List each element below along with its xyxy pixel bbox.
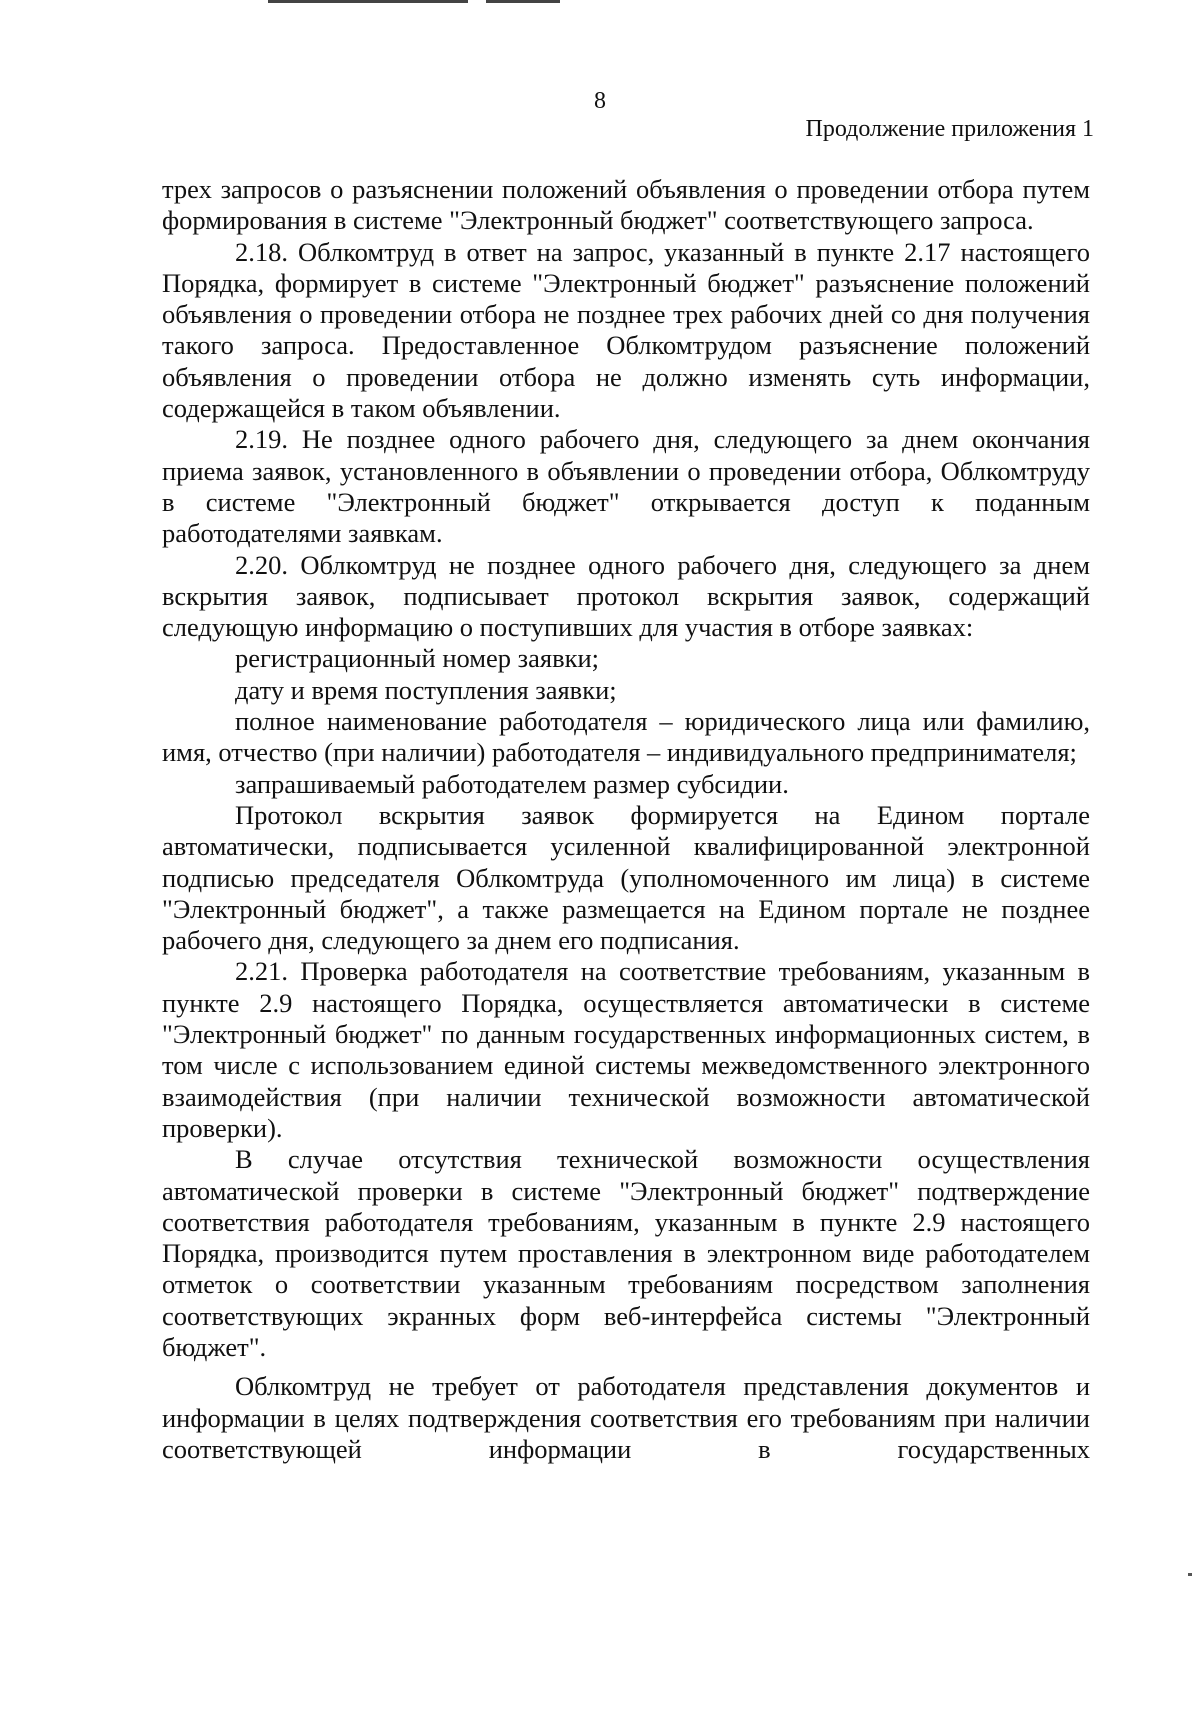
paragraph-no-documents-required: Облкомтруд не требует от работодателя представления документов и информации в целях подтверждения соответствия его требованиям при наличии соответствующей информации в государственных [162,1371,1090,1464]
paragraph-2-19: 2.19. Не позднее одного рабочего дня, следующего за днем окончания приема заявок, установленного в объявлении о проведении отбора, Облкомтруду в системе "Электронный бюджет" открывается доступ к поданным работодателями заявкам. [162,424,1090,549]
paragraph-continuation: трех запросов о разъяснении положений объявления о проведении отбора путем формирования в системе "Электронный бюджет" соответствующего запроса. [162,174,1090,236]
list-item-date-time: дату и время поступления заявки; [235,674,617,705]
paragraph-opening-protocol: Протокол вскрытия заявок формируется на Едином портале автоматически, подписывается усиленной квалифицированной электронной подписью председателя Облкомтруда (уполномоченного им лица) в системе "Электронный бюджет", а также размещается на Едином портале не позднее рабочего дня, следующего за днем его подписания. [162,799,1090,956]
list-item-registration-number: регистрационный номер заявки; [235,643,600,674]
scan-speck [1188,1573,1192,1576]
paragraph-2-18: 2.18. Облкомтруд в ответ на запрос, указанный в пункте 2.17 настоящего Порядка, формирует в системе "Электронный бюджет" разъяснение положений объявления о проведении отбора не позднее трех рабочих дней со дня получения такого запроса. Предоставленное Облкомтрудом разъяснение положений объявления о проведении отбора не должно изменять суть информации, содержащейся в таком объявлении. [162,236,1090,424]
list-item-employer-name: полное наименование работодателя – юридического лица или фамилию, имя, отчество (при наличии) работодателя – индивидуального предпринимателя; [162,706,1090,768]
paragraph-2-21: 2.21. Проверка работодателя на соответствие требованиям, указанным в пункте 2.9 настоящего Порядка, осуществляется автоматически в системе "Электронный бюджет" по данным государственных информационных систем, в том числе с использованием единой системы межведомственного электронного взаимодействия (при наличии технической возможности автоматической проверки). [162,956,1090,1143]
list-item-subsidy-amount: запрашиваемый работодателем размер субсидии. [235,768,789,799]
paragraph-manual-confirmation: В случае отсутствия технической возможности осуществления автоматической проверки в системе "Электронный бюджет" подтверждение соответствия работодателя требованиям, указанным в пункте 2.9 настоящего Порядка, производится путем проставления в электронном виде работодателем отметок о соответствии указанным требованиям посредством заполнения соответствующих экранных форм веб-интерфейса системы "Электронный бюджет". [162,1144,1090,1362]
document-body [162,174,1090,1465]
appendix-continuation-note: Продолжение приложения 1 [805,116,1094,142]
top-edge-rule [486,0,560,3]
top-edge-rule [268,0,468,3]
page-number: 8 [594,88,606,114]
paragraph-2-20: 2.20. Облкомтруд не позднее одного рабочего дня, следующего за днем вскрытия заявок, подписывает протокол вскрытия заявок, содержащий следующую информацию о поступивших для участия в отборе заявках: [162,549,1090,643]
